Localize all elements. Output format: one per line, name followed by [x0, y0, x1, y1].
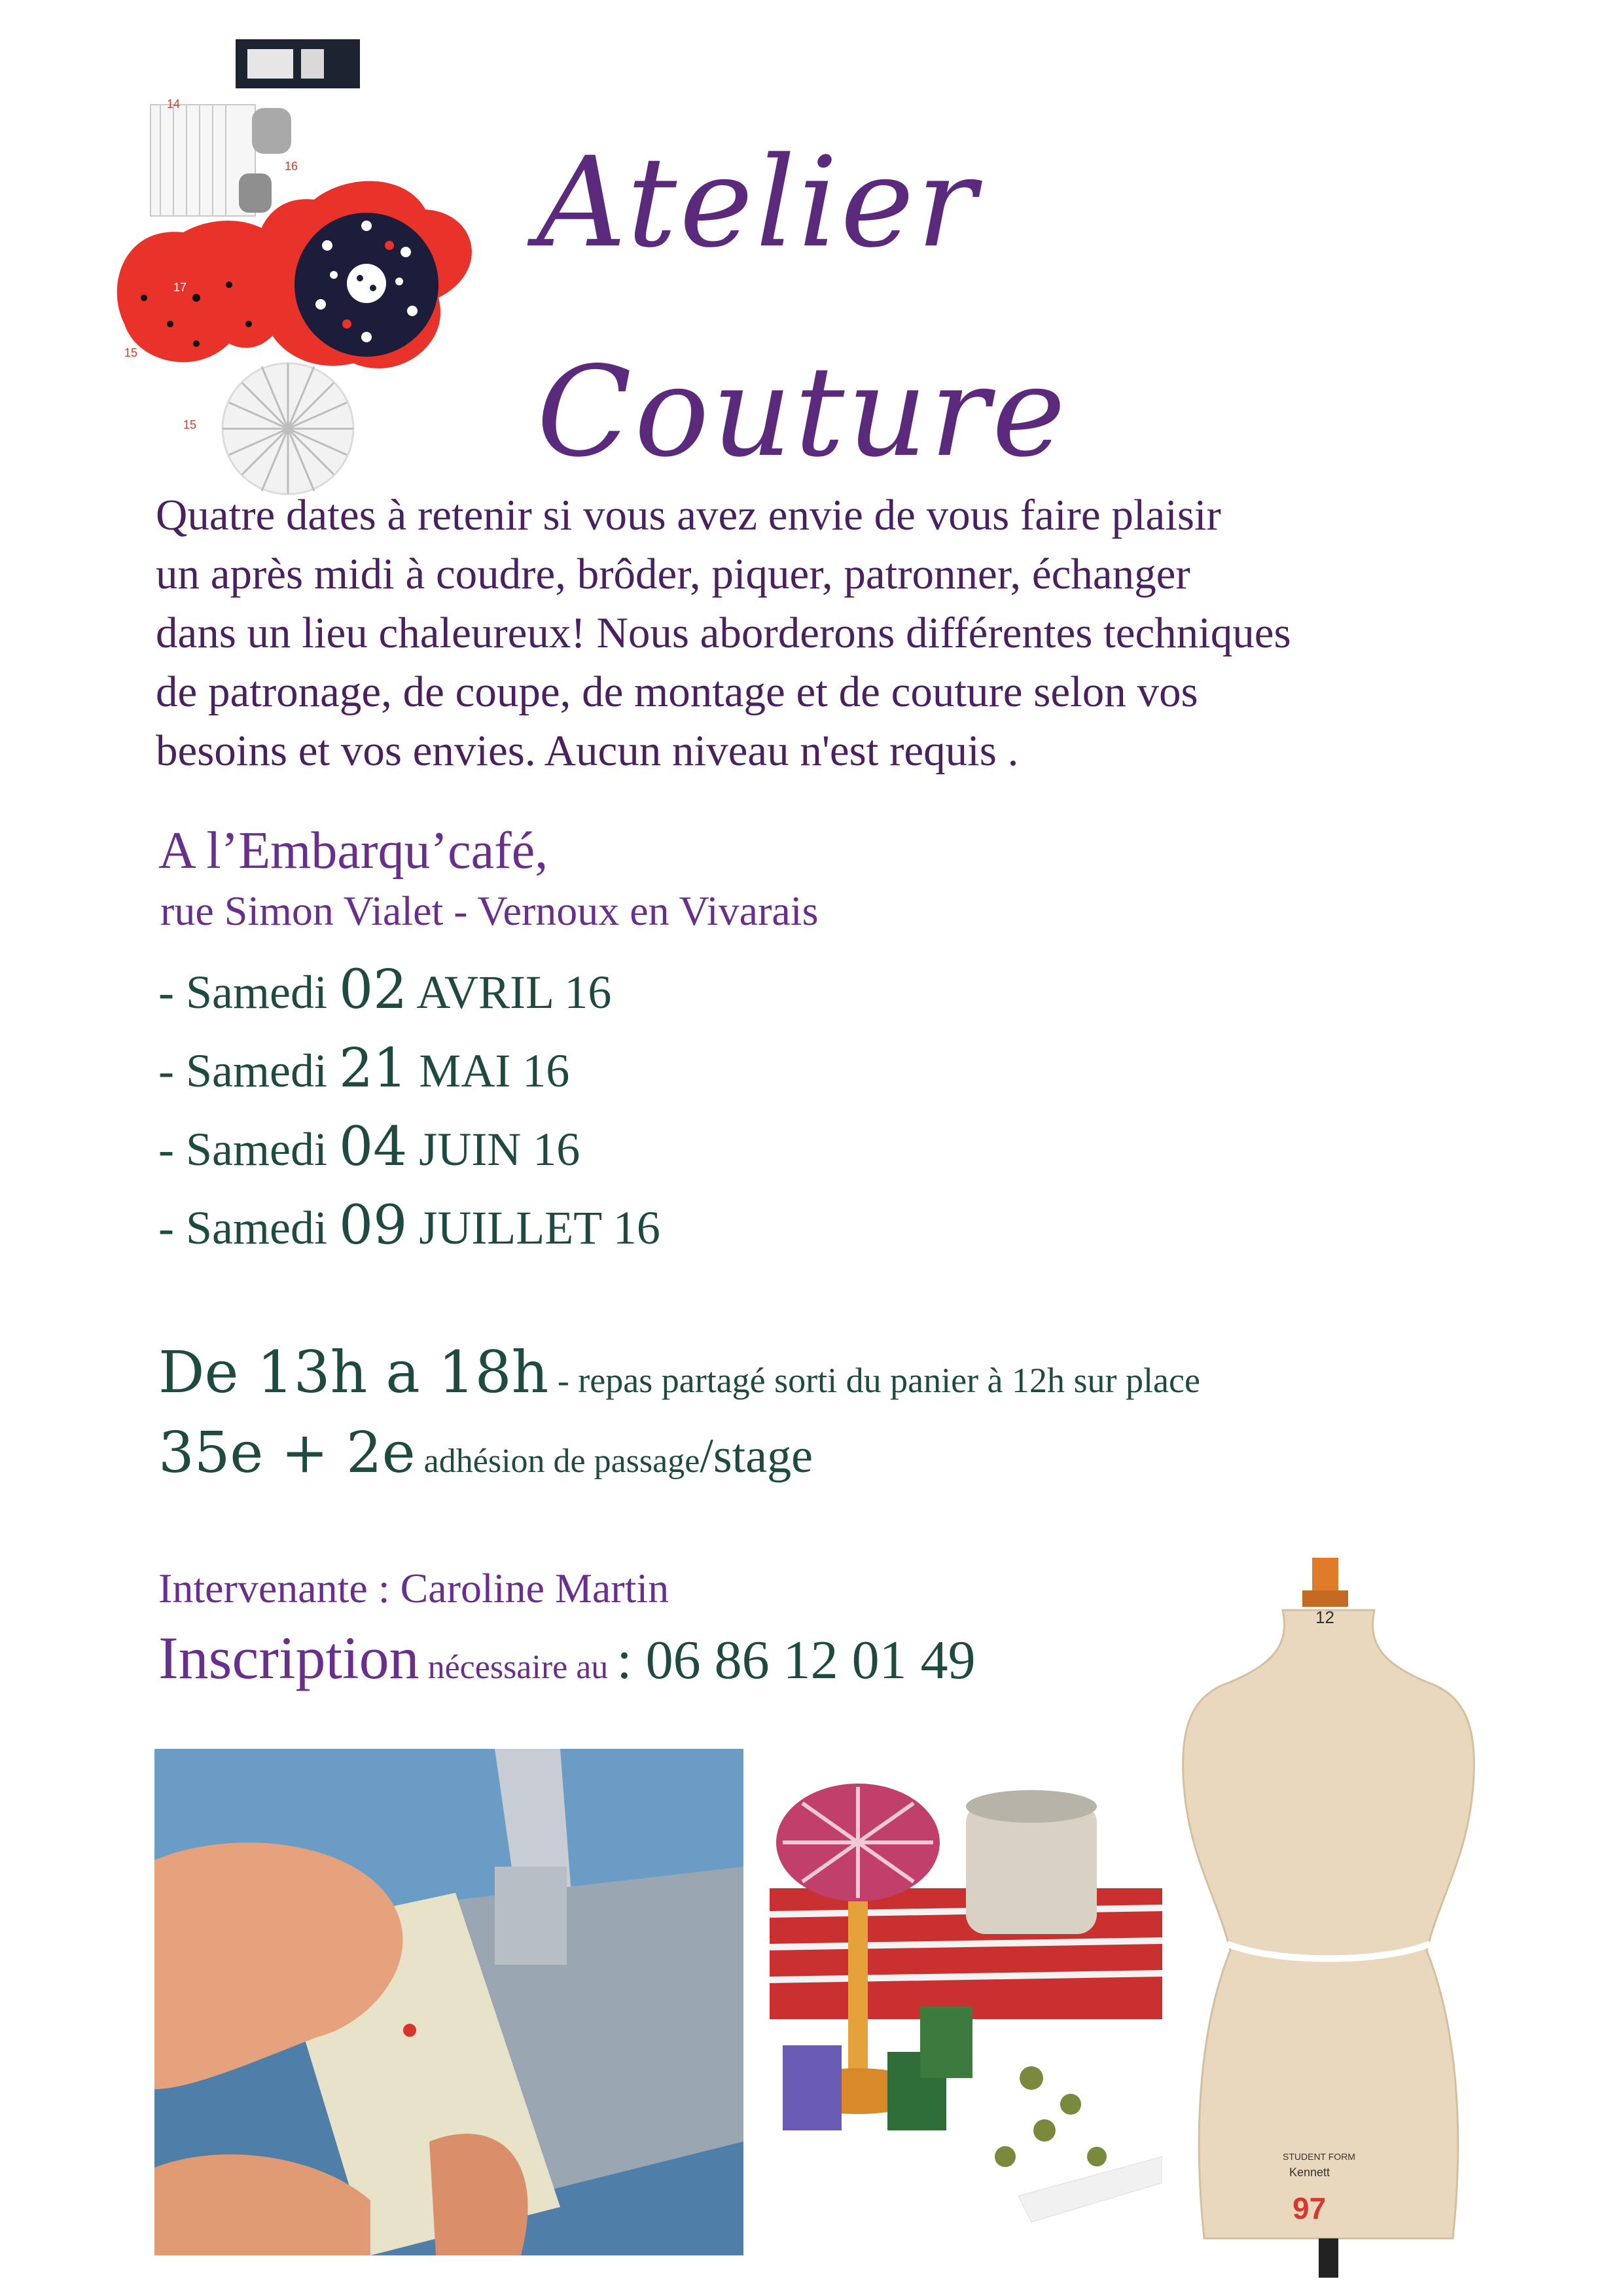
svg-text:16: 16 — [285, 160, 298, 173]
brand-name: Kennett — [1289, 2166, 1330, 2179]
signup-line — [158, 1623, 976, 1693]
sewing-machine-photo — [154, 1749, 743, 2255]
poppy-pincushion-icon — [257, 181, 472, 368]
date-month: JUIN 16 — [407, 1123, 580, 1175]
signup-label: Inscription — [158, 1624, 419, 1691]
pin-wheel-icon — [223, 363, 353, 494]
date-prefix: - Samedi — [158, 966, 339, 1018]
date-prefix: - Samedi — [158, 1045, 339, 1097]
intro-line: de patronage, de coupe, de montage et de couture selon vos — [156, 668, 1198, 716]
date-day: 09 — [338, 1194, 408, 1257]
intro-line: dans un lieu chaleureux! Nous aborderons différentes techniques — [156, 609, 1291, 657]
needle-packet-icon — [236, 39, 360, 88]
pincushion-decoration — [98, 36, 524, 501]
brand-line: STUDENT FORM — [1283, 2151, 1355, 2162]
size-mark: 97 — [1293, 2191, 1327, 2225]
intro-line: Quatre dates à retenir si vous avez envie de vous faire plaisir — [156, 491, 1221, 539]
page-title: Atelier Couture — [537, 130, 1069, 484]
date-month: AVRIL 16 — [407, 966, 612, 1018]
signup-note: nécessaire au — [419, 1649, 617, 1686]
venue-address: rue Simon Vialet - Vernoux en Vivarais — [160, 888, 819, 934]
phone-number: : 06 86 12 01 49 — [616, 1630, 976, 1691]
price-line — [158, 1420, 813, 1486]
date-item — [158, 1116, 580, 1178]
date-item — [158, 1037, 569, 1100]
date-prefix: - Samedi — [158, 1123, 339, 1175]
intro-line: un après midi à coudre, brôder, piquer, patronner, échanger — [156, 550, 1190, 598]
price-suffix: /stage — [700, 1429, 813, 1483]
intro-line: besoins et vos envies. Aucun niveau n'est requis . — [156, 726, 1019, 775]
date-day: 02 — [338, 959, 408, 1021]
date-item — [158, 1194, 660, 1257]
size-tag: 12 — [1315, 1607, 1334, 1627]
sewing-supplies-photo — [770, 1738, 1162, 2265]
svg-text:14: 14 — [167, 98, 181, 111]
price-main: 35e + 2e — [158, 1420, 416, 1486]
svg-text:15: 15 — [124, 346, 138, 359]
venue-name: A l’Embarqu’café, — [158, 822, 548, 880]
speaker-line: Intervenante : Caroline Martin — [158, 1565, 669, 1611]
price-note: adhésion de passage — [415, 1443, 700, 1480]
date-day: 04 — [338, 1116, 408, 1178]
date-month: MAI 16 — [407, 1045, 570, 1097]
svg-text:17: 17 — [432, 353, 446, 366]
date-item — [158, 959, 611, 1021]
svg-text:15: 15 — [183, 418, 197, 431]
hours-main: De 13h a 18h — [158, 1338, 549, 1406]
date-prefix: - Samedi — [158, 1202, 339, 1254]
hours-line — [158, 1338, 1200, 1406]
svg-text:17: 17 — [173, 281, 187, 294]
intro-paragraph — [156, 486, 1517, 780]
hours-note: - repas partagé sorti du panier à 12h sur place — [548, 1361, 1200, 1400]
date-month: JUILLET 16 — [407, 1202, 660, 1254]
date-day: 21 — [338, 1037, 408, 1100]
dress-form-photo — [1178, 1558, 1479, 2278]
